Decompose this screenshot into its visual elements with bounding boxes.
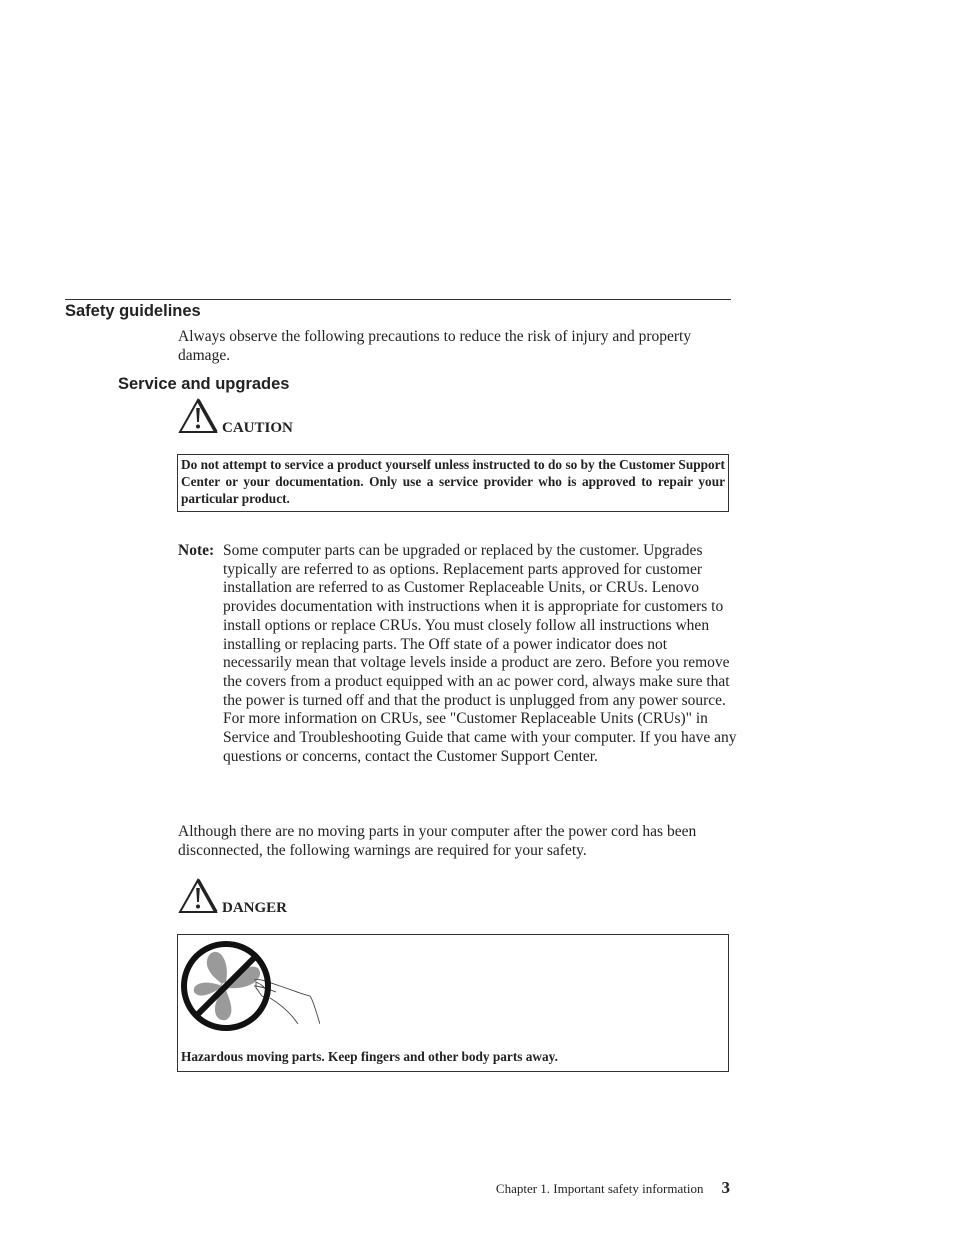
footer-chapter: Chapter 1. Important safety information (495, 1181, 704, 1196)
danger-label: DANGER (222, 900, 288, 916)
intro-paragraph: Always observe the following precautions to reduce the risk of injury and property damage. (178, 328, 692, 364)
note-label: Note: (178, 542, 215, 559)
danger-text: Hazardous moving parts. Keep fingers and other body parts away. (181, 1049, 558, 1064)
no-fan-fingers-icon (180, 938, 320, 1034)
caution-label: CAUTION (222, 420, 293, 436)
danger-box (177, 934, 729, 1072)
warning-triangle-icon (178, 878, 218, 914)
caution-notice (178, 398, 293, 434)
page-footer (496, 1178, 730, 1198)
section-heading: Safety guidelines (65, 302, 201, 320)
note-text: Some computer parts can be upgraded or replaced by the customer. Upgrades typically are referred to as options. Replacement parts approved for customer installation are referred to as Customer Replaceable Units, or CRUs. Lenovo provides documentation with instructions when it is appropriate for customers to install options or replace CRUs. You must closely follow all instructions when installing or replacing parts. The Off state of a power indicator does not necessarily mean that voltage levels inside a product are zero. Before you remove the covers from a product equipped with an ac power cord, always make sure that the power is turned off and that the product is unplugged from any power source. For more information on CRUs, see "Customer Replaceable Units (CRUs)" in Service and Troubleshooting Guide that came with your computer. If you have any questions or concerns, contact the Customer Support Center. (223, 542, 737, 765)
page-number: 3 (721, 1178, 730, 1197)
caution-text: Do not attempt to service a product yourself unless instructed to do so by the Customer Support Center or your documentation. Only use a service provider who is approved to repair your particular product. (181, 457, 725, 506)
warning-triangle-icon (178, 398, 218, 434)
section-rule (65, 299, 731, 300)
caution-box (177, 454, 729, 512)
moving-parts-paragraph: Although there are no moving parts in your computer after the power cord has been disconnected, the following warnings are required for your safety. (178, 823, 697, 859)
subsection-heading: Service and upgrades (118, 375, 290, 393)
note-block (178, 542, 738, 766)
danger-notice (178, 878, 287, 914)
